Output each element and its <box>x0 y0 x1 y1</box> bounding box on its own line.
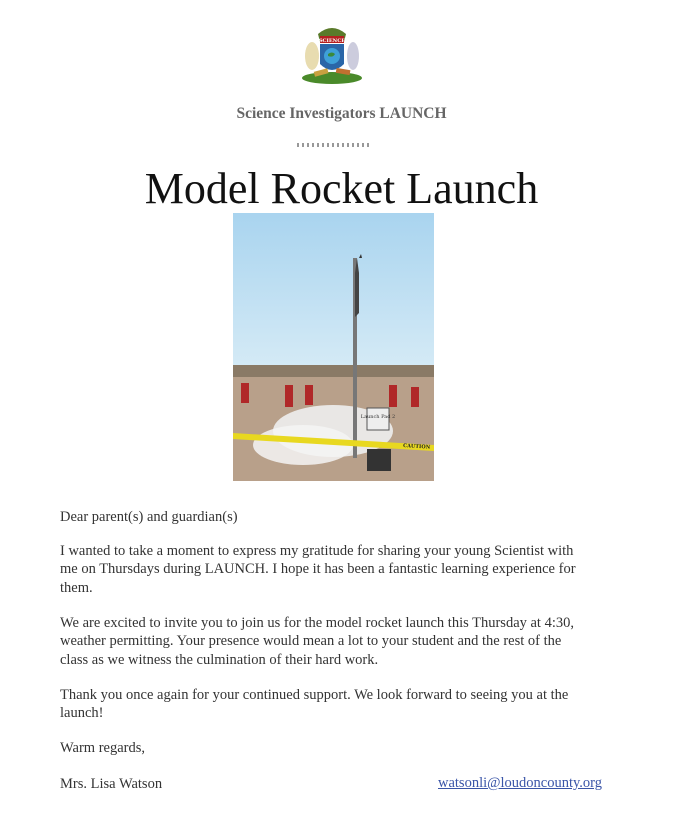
page-title: Model Rocket Launch <box>144 164 539 213</box>
line: Thank you once again for your continued support. We look forward to seeing you at the <box>60 687 569 703</box>
line: We are excited to invite you to join us for the model rocket launch this Thursday at 4:30, <box>60 615 574 631</box>
signature-name: Mrs. Lisa Watson <box>60 776 163 792</box>
divider <box>297 143 371 147</box>
line: me on Thursdays during LAUNCH. I hope it has been a fantastic learning experience for <box>60 561 576 578</box>
paragraph-gratitude <box>60 542 576 597</box>
caution-tape-text: CAUTION <box>402 443 431 451</box>
photo-sign-text: Launch Pad 2 <box>360 414 396 420</box>
line: class as we witness the culmination of their hard work. <box>60 651 379 668</box>
organization-name: Science Investigators LAUNCH <box>236 105 447 122</box>
line: I wanted to take a moment to express my gratitude for sharing your young Scientist with <box>60 543 574 559</box>
logo-text: SCIENCE <box>318 38 346 44</box>
line: them. <box>60 579 93 596</box>
paragraph-invitation <box>60 614 574 669</box>
line: launch! <box>60 705 104 722</box>
email-link[interactable]: watsonli@loudoncounty.org <box>438 775 602 791</box>
greeting: Dear parent(s) and guardian(s) <box>60 509 238 525</box>
paragraph-thanks <box>60 686 568 723</box>
science-crest-logo <box>298 22 366 86</box>
closing: Warm regards, <box>60 740 145 756</box>
rocket-launch-photo <box>233 213 434 481</box>
line: weather permitting. Your presence would mean a lot to your student and the rest of the <box>60 633 562 650</box>
